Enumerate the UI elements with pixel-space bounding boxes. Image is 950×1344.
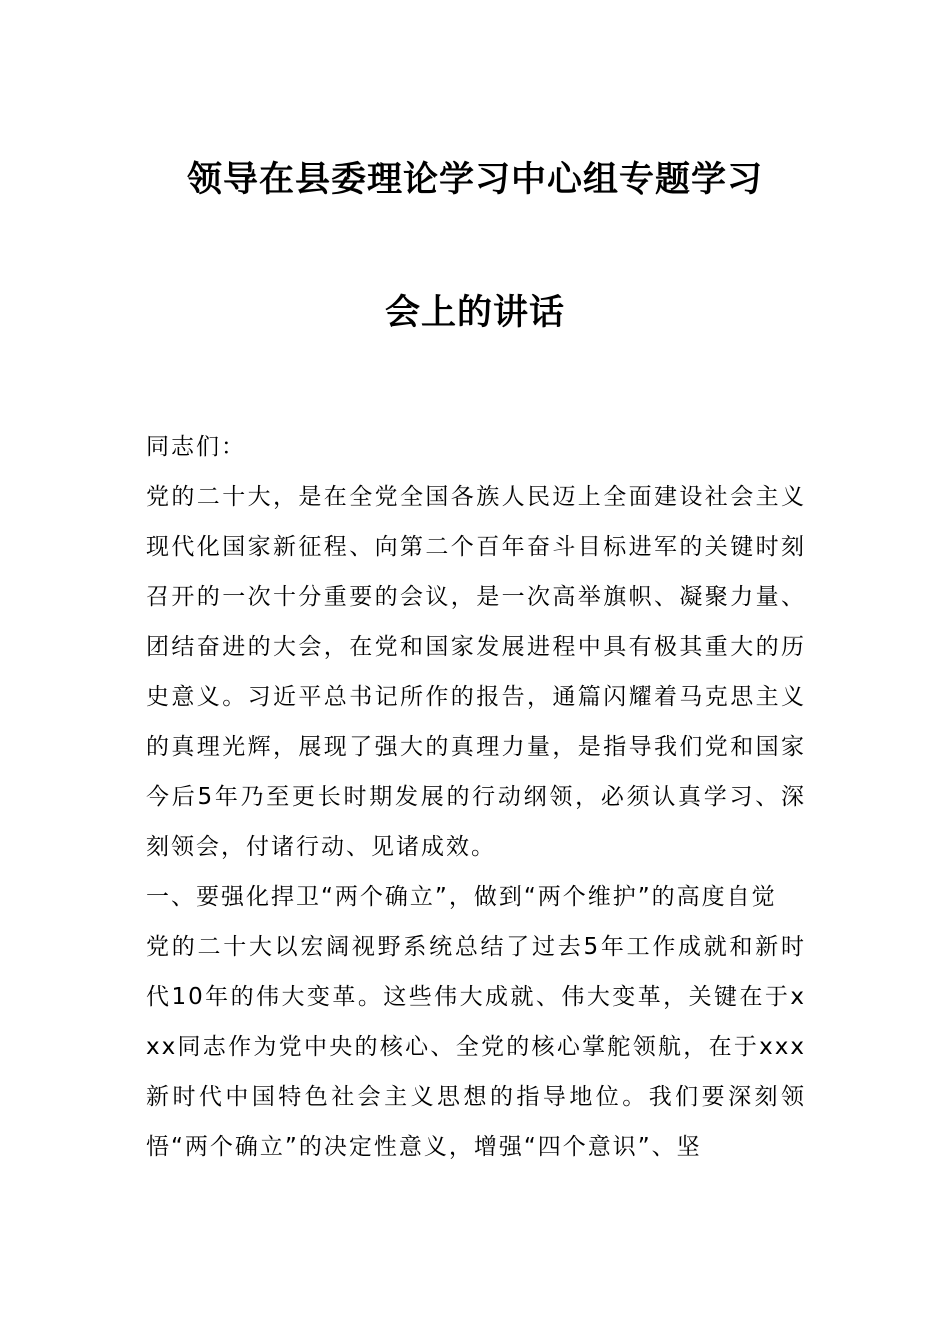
document-title-line-2: 会上的讲话 (384, 292, 565, 333)
body-paragraph: 党的二十大，是在全党全国各族人民迈上全面建设社会主义现代化国家新征程、向第二个百年奋斗目标进军的关键时刻召开的一次十分重要的会议，是一次高举旗帜、凝聚力量、团结奋进的大会，在党和国家发展进程中具有极其重大的历史意义。习近平总书记所作的报告，通篇闪耀着马克思主义的真理光辉，展现了强大的真理力量，是指导我们党和国家今后5年乃至更长时期发展的行动纲领，必须认真学习、深刻领会，付诸行动、见诸成效。 (146, 484, 806, 860)
salutation: 同志们： (146, 434, 246, 460)
document-title-line-1: 领导在县委理论学习中心组专题学习 (186, 159, 763, 200)
document-body (146, 422, 806, 1172)
body-paragraph: 党的二十大以宏阔视野系统总结了过去5年工作成就和新时代10年的伟大变革。这些伟大成就、伟大变革，关键在于xxx同志作为党中央的核心、全党的核心掌舵领航，在于xxx新时代中国特色社会主义思想的指导地位。我们要深刻领悟“两个确立”的决定性意义，增强“四个意识”、坚 (146, 934, 806, 1160)
section-heading: 一、要强化捍卫“两个确立”，做到“两个维护”的高度自觉 (146, 884, 777, 910)
